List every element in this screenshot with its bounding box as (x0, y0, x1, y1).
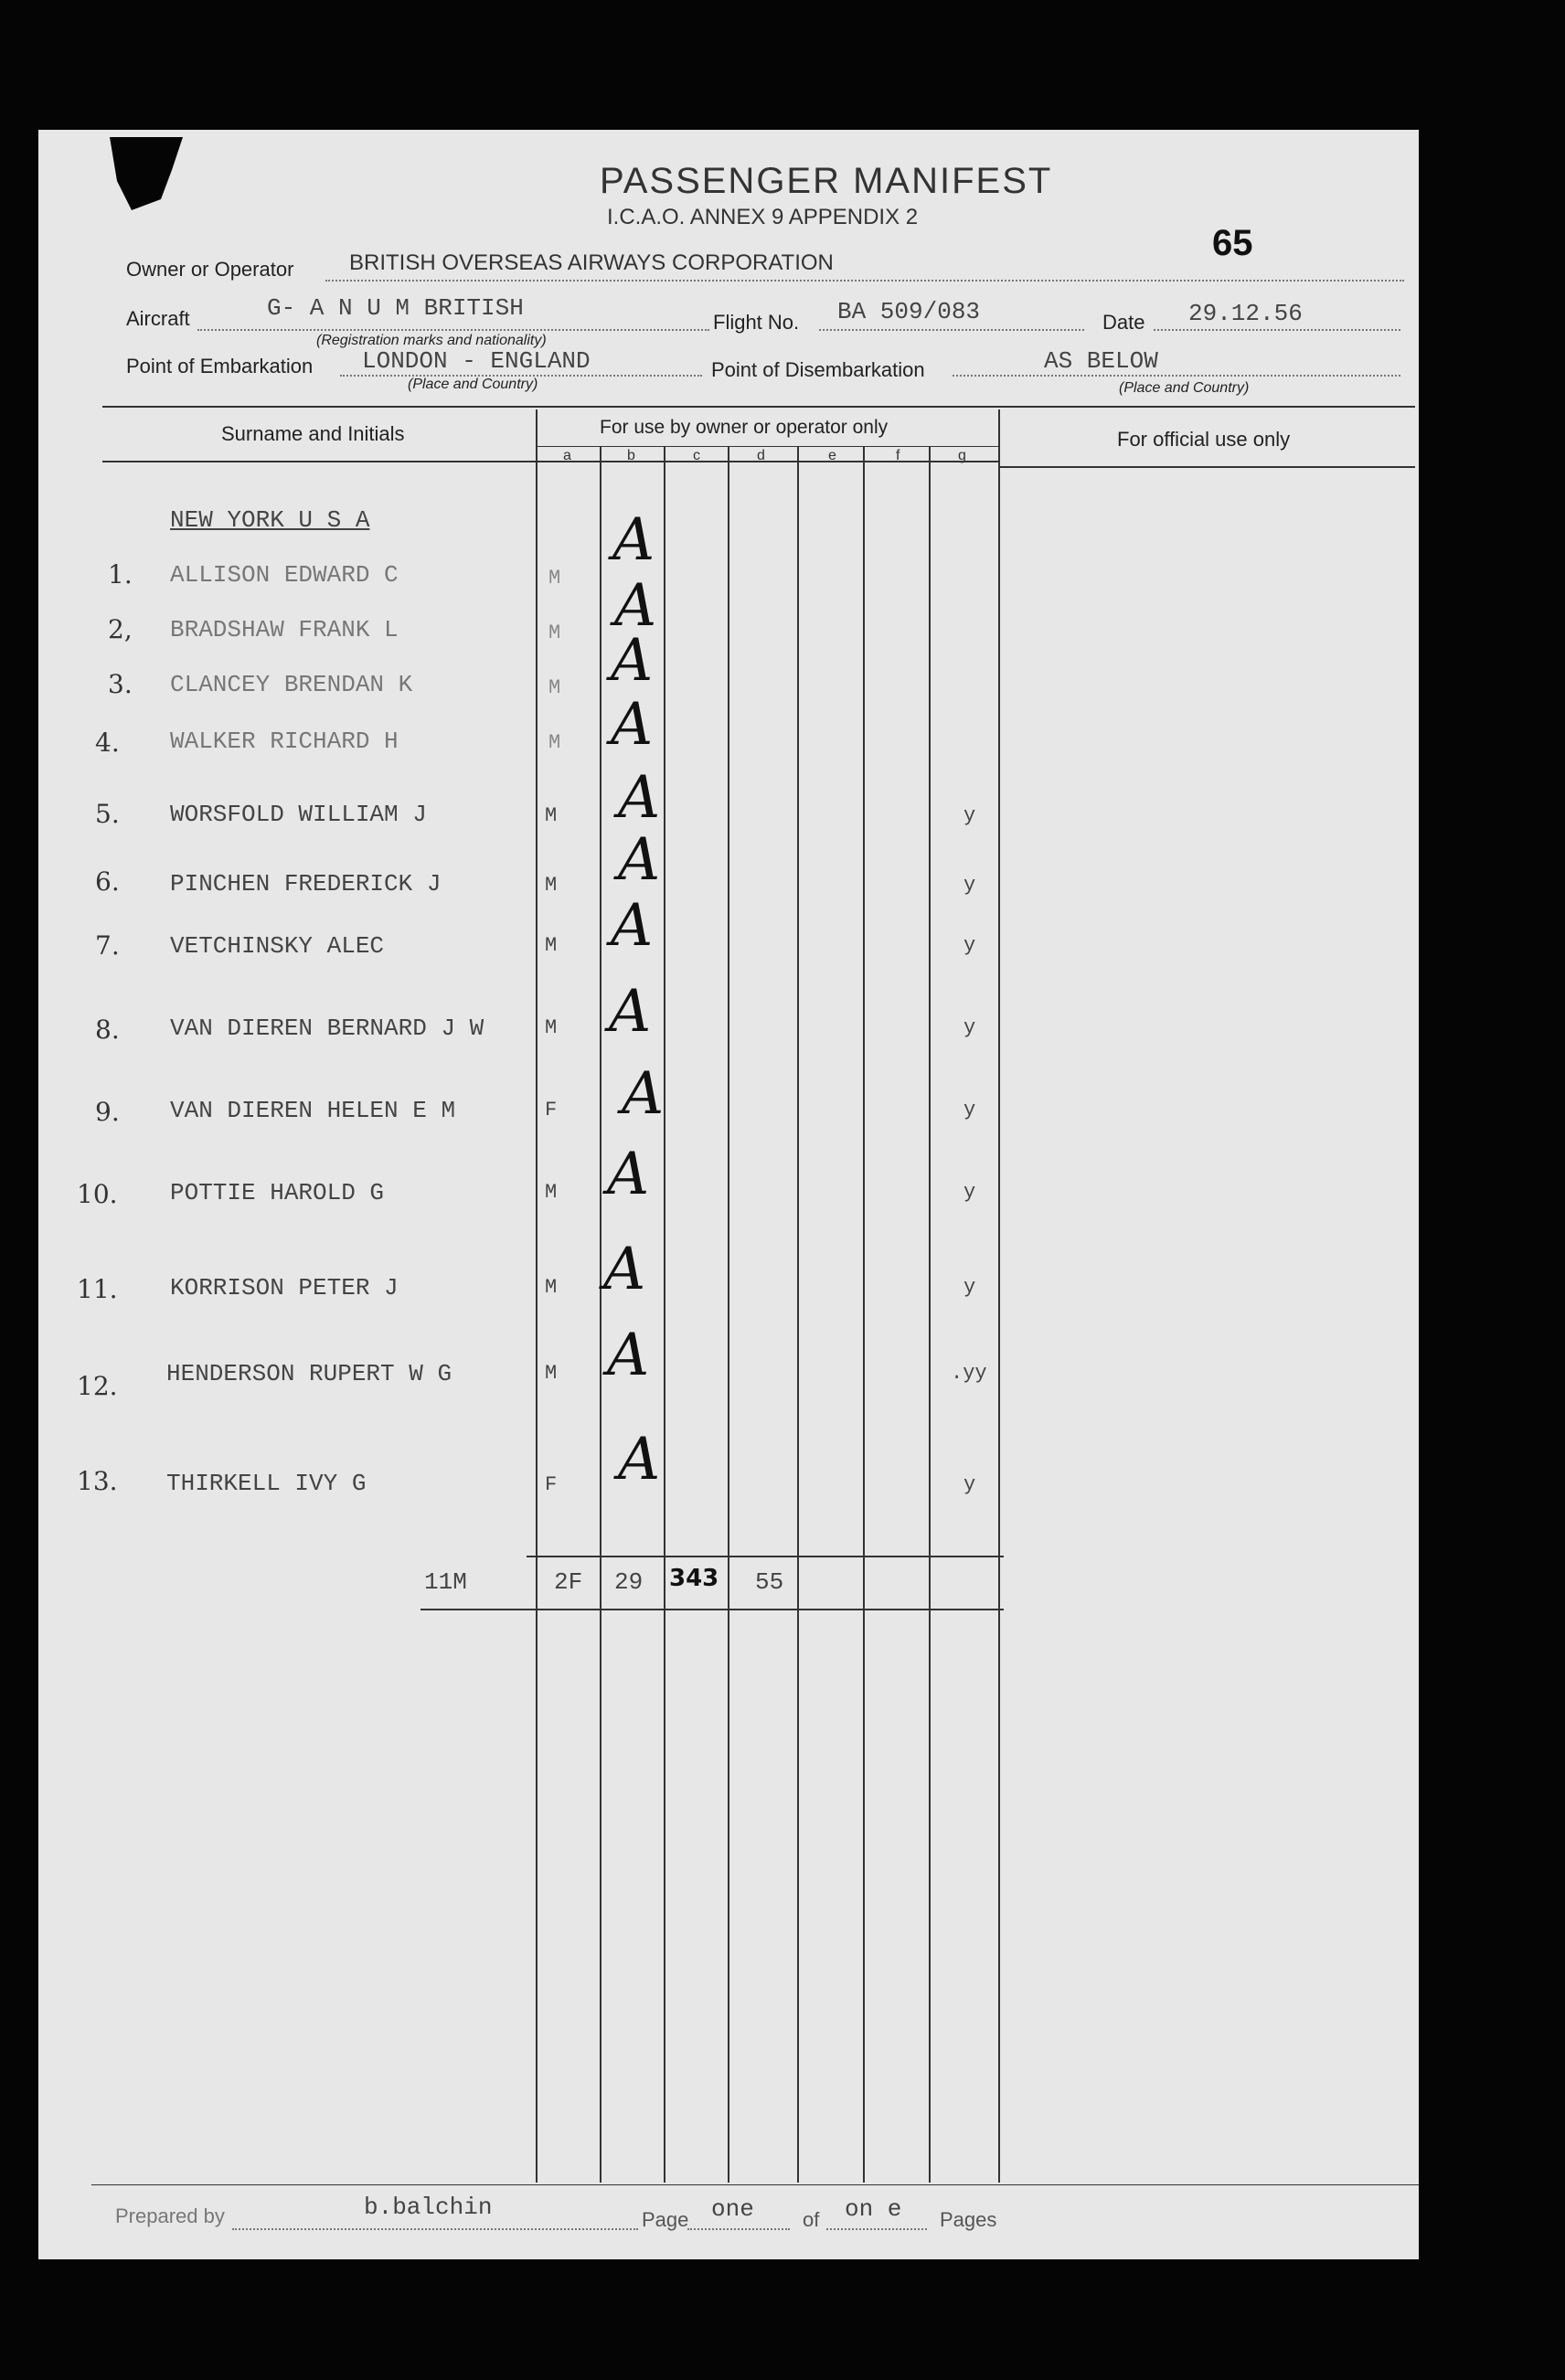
flight-line (819, 329, 1084, 331)
of-value: on e (845, 2195, 902, 2223)
disembark-note: (Place and Country) (1119, 380, 1250, 396)
passenger-name: WORSFOLD WILLIAM J (170, 801, 427, 828)
totals-top-rule (527, 1556, 1004, 1557)
col-g-cell: y (963, 1473, 976, 1496)
disembark-label: Point of Disembarkation (711, 358, 925, 381)
page-value: one (711, 2195, 754, 2223)
sex-cell: F (545, 1099, 558, 1121)
destination-heading: NEW YORK U S A (170, 506, 370, 534)
sex-cell: M (548, 731, 561, 754)
handwritten-mark: A (607, 1322, 650, 1389)
page-number: 65 (1212, 223, 1253, 263)
embark-value: LONDON - ENGLAND (362, 347, 591, 375)
col-rule (600, 446, 602, 2183)
col-rule (863, 446, 865, 2183)
date-value: 29.12.56 (1188, 300, 1303, 327)
handwritten-mark: A (603, 1236, 646, 1303)
row-number: 7. (95, 930, 120, 961)
row-number: 9. (95, 1097, 120, 1127)
passenger-name: BRADSHAW FRANK L (170, 616, 399, 643)
row-number: 8. (95, 1015, 120, 1045)
footer-rule (91, 2184, 1419, 2185)
col-b-header: b (627, 448, 635, 463)
row-number: 3. (108, 669, 133, 699)
handwritten-mark: A (618, 826, 661, 894)
totals-label: 11M (424, 1568, 467, 1596)
passenger-name: PINCHEN FREDERICK J (170, 870, 442, 898)
sex-cell: M (548, 676, 561, 699)
col-f-header: f (896, 448, 900, 463)
sex-cell: M (545, 1276, 558, 1299)
sex-cell: M (548, 622, 561, 644)
passenger-name: VAN DIEREN HELEN E M (170, 1097, 456, 1124)
handwritten-mark: A (611, 892, 654, 960)
row-number: 5. (95, 799, 120, 829)
passenger-name: THIRKELL IVY G (166, 1470, 367, 1497)
row-number: 2, (108, 614, 133, 644)
sex-cell: M (545, 934, 558, 957)
col-g-cell: y (963, 934, 976, 957)
passenger-name: HENDERSON RUPERT W G (166, 1360, 452, 1387)
passenger-name: ALLISON EDWARD C (170, 561, 399, 589)
pages-label: Pages (940, 2208, 997, 2231)
passenger-name: VAN DIEREN BERNARD J W (170, 1015, 484, 1042)
col-g-cell: .yy (951, 1362, 987, 1385)
col-c-header: c (693, 448, 700, 463)
sex-cell: F (545, 1473, 558, 1496)
aircraft-value: G- A N U M BRITISH (267, 294, 524, 322)
col-g-cell: y (963, 1181, 976, 1204)
col-rule (797, 446, 799, 2183)
page-label: Page (642, 2208, 689, 2231)
table-top-rule (102, 406, 1415, 408)
total-b: 29 (614, 1568, 644, 1596)
handwritten-mark: A (611, 627, 654, 695)
passenger-name: KORRISON PETER J (170, 1274, 399, 1302)
owner-label: Owner or Operator (126, 258, 294, 281)
disembark-value: AS BELOW (1044, 347, 1158, 375)
row-number: 13. (77, 1466, 118, 1496)
official-header: For official use only (1117, 428, 1291, 451)
flight-value: BA 509/083 (837, 298, 981, 325)
passenger-name: POTTIE HAROLD G (170, 1179, 385, 1206)
surname-header: Surname and Initials (221, 422, 405, 445)
row-number: 4. (95, 728, 120, 758)
sex-cell: M (548, 567, 561, 590)
of-line (826, 2228, 927, 2230)
date-line (1154, 329, 1400, 331)
totals-bottom-rule (421, 1609, 1004, 1610)
aircraft-note: (Registration marks and nationality) (316, 333, 547, 348)
handwritten-mark: A (618, 764, 661, 832)
disembark-line (953, 375, 1400, 377)
row-number: 12. (77, 1371, 118, 1401)
handwritten-mark: A (611, 691, 654, 759)
col-rule (536, 409, 538, 2183)
flight-label: Flight No. (713, 311, 800, 334)
handwritten-mark: A (612, 506, 655, 574)
sex-cell: M (545, 1362, 558, 1385)
passenger-name: WALKER RICHARD H (170, 728, 399, 755)
col-a-header: a (563, 448, 571, 463)
sex-cell: M (545, 874, 558, 897)
total-c: 343 (669, 1565, 719, 1592)
col-rule (728, 446, 729, 2183)
handwritten-mark: A (622, 1060, 665, 1128)
col-g-cell: y (963, 1276, 976, 1299)
col-e-header: e (828, 448, 836, 463)
date-label: Date (1102, 311, 1145, 334)
of-label: of (803, 2208, 820, 2231)
handwritten-mark: A (607, 1141, 650, 1208)
owner-use-header: For use by owner or operator only (600, 417, 889, 438)
col-rule (998, 409, 1000, 2183)
col-g-header: g (958, 448, 966, 463)
handwritten-mark: A (618, 1426, 661, 1493)
official-header-rule (1000, 466, 1415, 468)
col-d-header: d (757, 448, 765, 463)
form-title: PASSENGER MANIFEST (600, 161, 1053, 201)
sex-cell: M (545, 1181, 558, 1204)
total-d: 55 (755, 1568, 784, 1596)
prepared-label: Prepared by (115, 2205, 225, 2227)
col-g-cell: y (963, 1016, 976, 1039)
passenger-name: CLANCEY BRENDAN K (170, 671, 413, 698)
embark-label: Point of Embarkation (126, 355, 314, 377)
sex-cell: M (545, 1016, 558, 1039)
col-rule (929, 446, 931, 2183)
owner-line (325, 280, 1404, 282)
aircraft-label: Aircraft (126, 307, 190, 330)
row-number: 11. (77, 1274, 118, 1304)
row-number: 10. (77, 1179, 118, 1209)
page-line (687, 2228, 790, 2230)
col-rule (664, 446, 665, 2183)
handwritten-mark: A (614, 572, 657, 640)
row-number: 6. (95, 866, 120, 897)
col-g-cell: y (963, 804, 976, 827)
col-g-cell: y (963, 1099, 976, 1121)
prepared-value: b.balchin (364, 2194, 493, 2221)
handwritten-mark: A (609, 978, 652, 1046)
embark-note: (Place and Country) (408, 377, 538, 392)
passenger-name: VETCHINSKY ALEC (170, 932, 385, 960)
row-number: 1. (108, 559, 133, 590)
col-g-cell: y (963, 874, 976, 897)
owner-value: BRITISH OVERSEAS AIRWAYS CORPORATION (349, 250, 834, 275)
form-subtitle: I.C.A.O. ANNEX 9 APPENDIX 2 (607, 205, 919, 229)
total-a: 2F (554, 1568, 583, 1596)
aircraft-line (197, 329, 709, 331)
prepared-line (232, 2228, 638, 2230)
sex-cell: M (545, 804, 558, 827)
